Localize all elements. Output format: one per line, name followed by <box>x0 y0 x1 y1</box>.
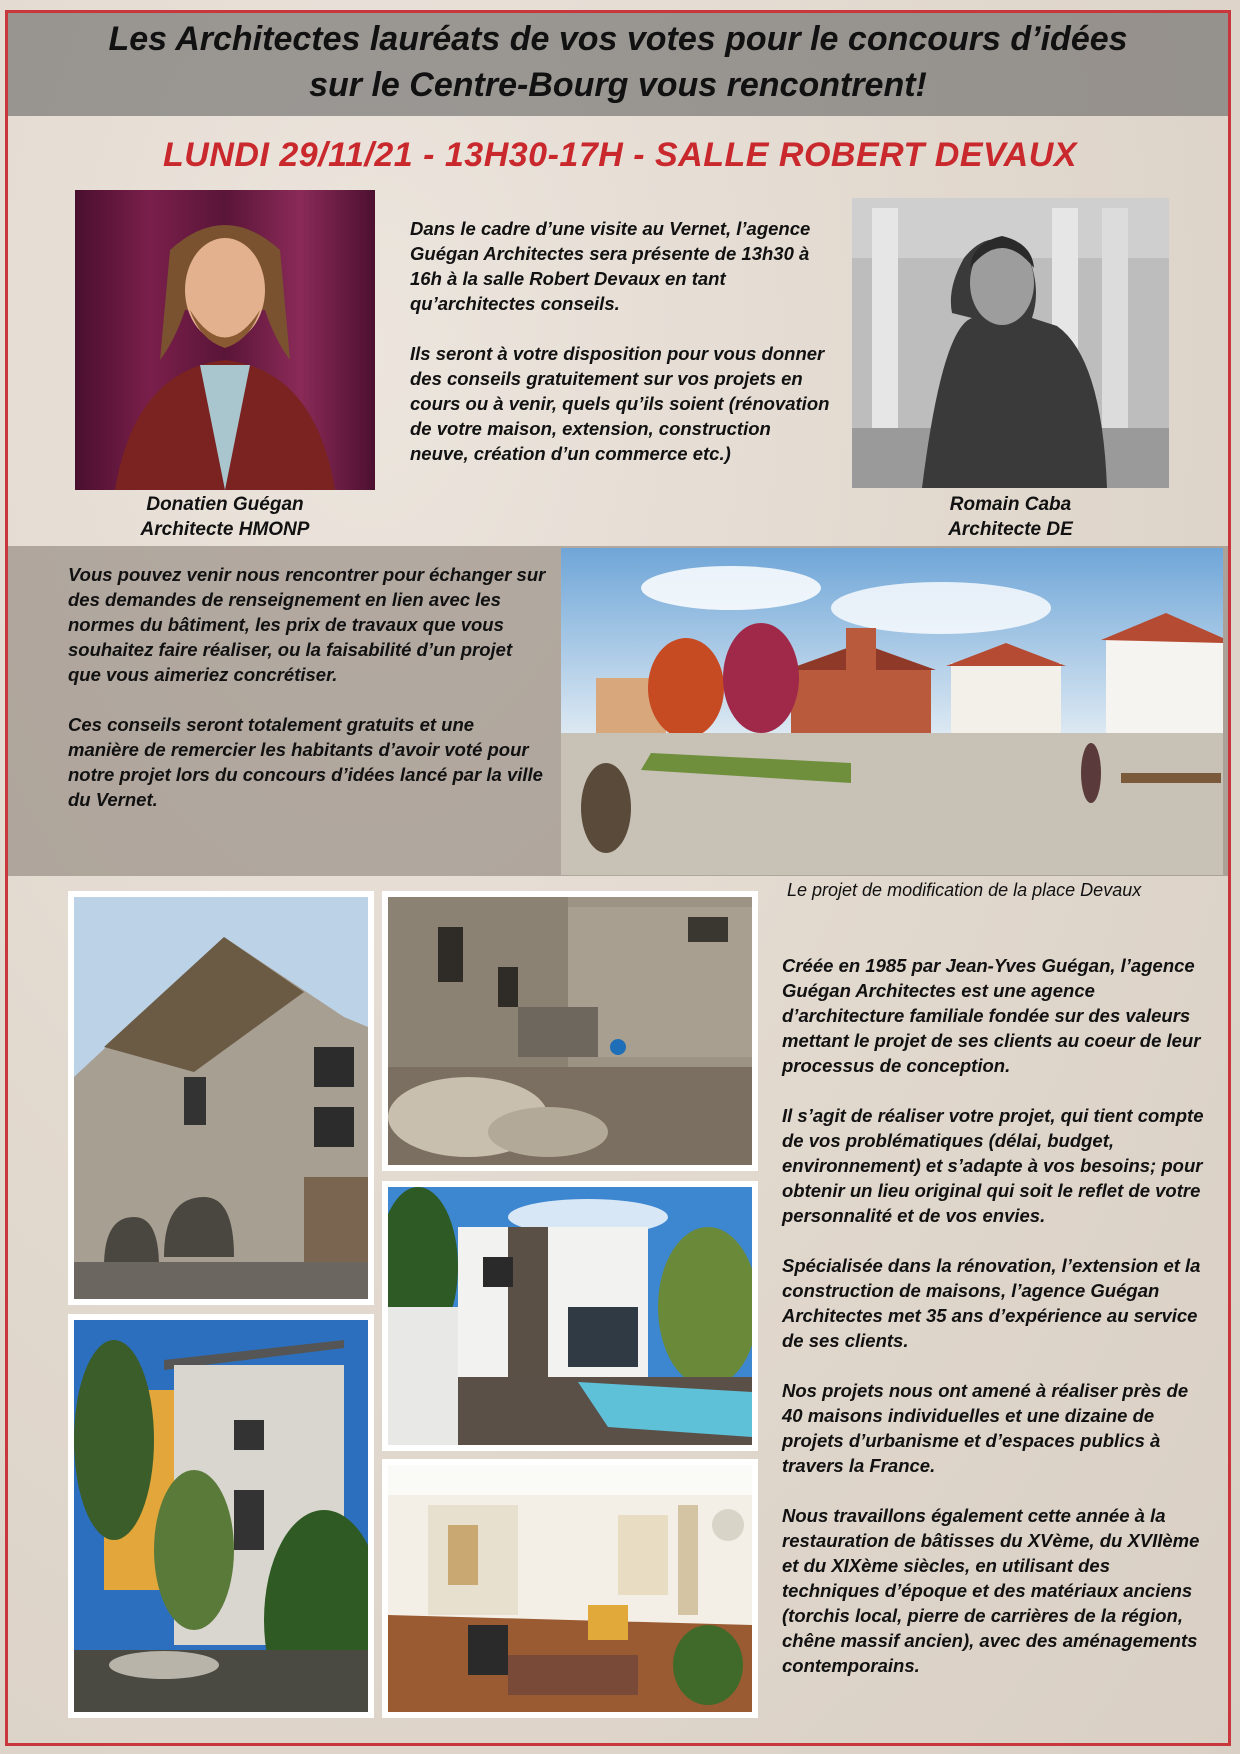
photo-modern-house-garden <box>68 1314 374 1718</box>
photo-modern-house-pool <box>382 1181 758 1451</box>
poster-title <box>8 16 1228 108</box>
photo-renovation-site <box>382 891 758 1171</box>
agency-paragraph-2: Il s’agit de réaliser votre projet, qui tient compte de vos problématiques (délai, budget, environnement) et s’adapte à vos besoins; pour obtenir un lieu original qui soit le reflet de votre personnalité et de vos envies. <box>782 1105 1204 1226</box>
agency-text <box>782 953 1212 1703</box>
agency-paragraph-3: Spécialisée dans la rénovation, l’extension et la construction de maisons, l’agence Guégan Architectes met 35 ans d’expérience au service de ses clients. <box>782 1255 1201 1351</box>
portrait-donatien-photo <box>75 190 375 490</box>
architect-role: Architecte HMONP <box>140 519 310 540</box>
agency-paragraph-4: Nos projets nous ont amené à réaliser près de 40 maisons individuelles et une dizaine de projets d’urbanisme et d’espaces publics à travers la France. <box>782 1380 1189 1476</box>
intro-text <box>410 216 830 491</box>
meeting-paragraph-1: Vous pouvez venir nous rencontrer pour échanger sur des demandes de renseignement en lien avec les normes du bâtiment, les prix de travaux que vous souhaitez faire réaliser, ou la faisabilité d’un projet que vous aimeriez concrétiser. <box>68 564 546 685</box>
photo-old-stone-building <box>68 891 374 1305</box>
architect-caption-romain <box>852 492 1169 542</box>
meeting-text <box>68 562 546 837</box>
place-devaux-rendering <box>561 548 1223 875</box>
title-line-1: Les Architectes lauréats de vos votes pour le concours d’idées <box>108 20 1128 58</box>
title-line-2: sur le Centre-Bourg vous rencontrent! <box>309 66 927 104</box>
agency-paragraph-5: Nous travaillons également cette année à la restauration de bâtisses du XVème, du XVIIème et du XIXème siècles, en utilisant des techniques d’époque et des matériaux anciens (torchis local, pierre de carrières de la région, chêne massif ancien), avec des aménagements contemporains. <box>782 1505 1200 1676</box>
portrait-romain-photo <box>852 198 1169 488</box>
architect-role: Architecte DE <box>948 519 1073 540</box>
agency-paragraph-1: Créée en 1985 par Jean-Yves Guégan, l’agence Guégan Architectes est une agence d’architecture familiale fondée sur des valeurs mettant le projet de ses clients au coeur de leur processus de conception. <box>782 955 1201 1076</box>
event-date-line: LUNDI 29/11/21 - 13H30-17H - SALLE ROBERT DEVAUX <box>163 136 1077 174</box>
architect-name: Romain Caba <box>949 494 1072 515</box>
intro-paragraph-1: Dans le cadre d’une visite au Vernet, l’agence Guégan Architectes sera présente de 13h30 à 16h à la salle Robert Devaux en tant qu’architectes conseils. <box>410 218 811 314</box>
architect-name: Donatien Guégan <box>146 494 304 515</box>
meeting-paragraph-2: Ces conseils seront totalement gratuits et une manière de remercier les habitants d’avoir voté pour notre projet lors du concours d’idées lancé par la ville du Vernet. <box>68 714 543 810</box>
architect-caption-donatien <box>75 492 375 542</box>
intro-paragraph-2: Ils seront à votre disposition pour vous donner des conseils gratuitement sur vos projets en cours ou à venir, quels qu’ils soient (rénovation de votre maison, extension, construction neuve, création d’un commerce etc.) <box>410 343 830 464</box>
place-image-caption: Le projet de modification de la place Devaux <box>787 880 1142 900</box>
photo-interior-living-room <box>382 1459 758 1718</box>
